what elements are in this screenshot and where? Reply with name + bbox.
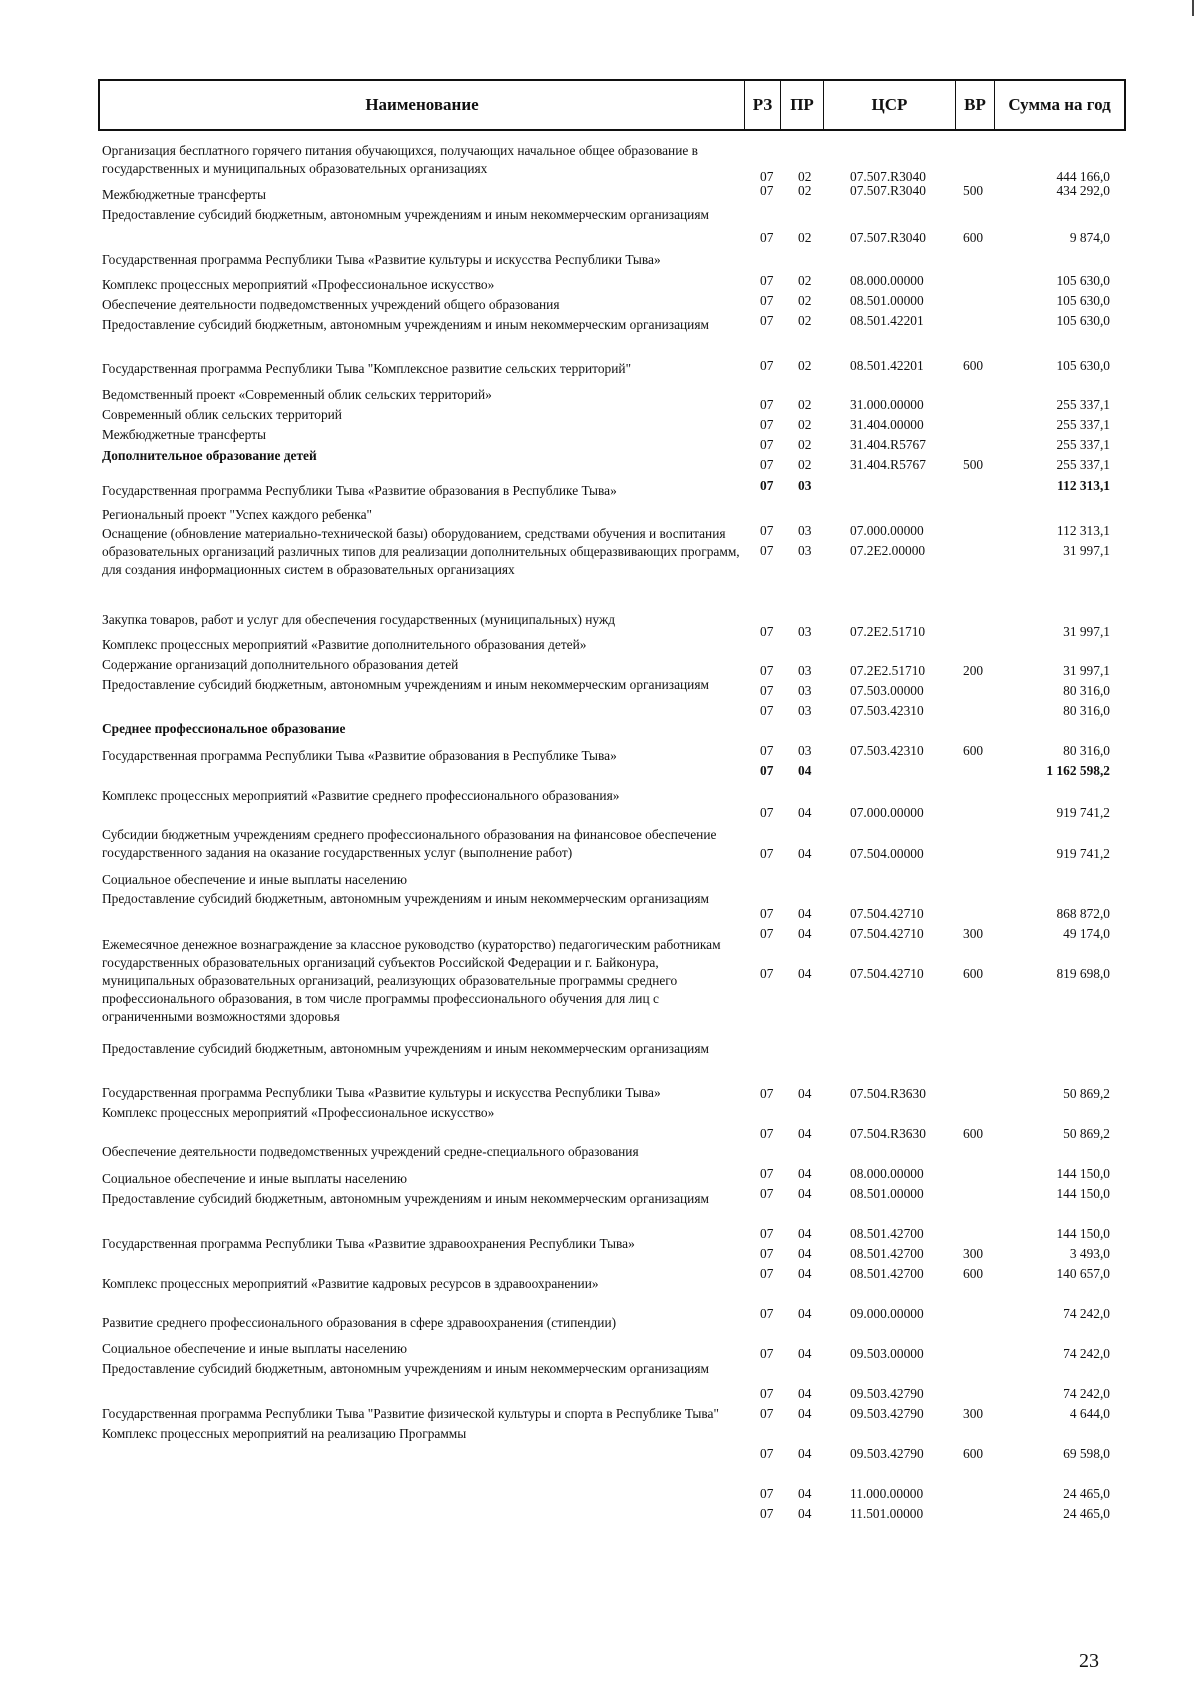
row-rz: 07 bbox=[760, 1506, 774, 1521]
row-pr: 02 bbox=[798, 358, 812, 373]
row-csr: 31.404.R5767 bbox=[850, 457, 926, 472]
row-csr: 09.000.00000 bbox=[850, 1306, 924, 1321]
row-pr: 02 bbox=[798, 313, 812, 328]
row-sum: 144 150,0 bbox=[1056, 1166, 1110, 1181]
row-pr: 02 bbox=[798, 293, 812, 308]
row-sum: 255 337,1 bbox=[1056, 397, 1110, 412]
row-pr: 04 bbox=[798, 1446, 812, 1461]
row-csr: 08.501.00000 bbox=[850, 1186, 924, 1201]
row-pr: 03 bbox=[798, 543, 812, 558]
row-rz: 07 bbox=[760, 846, 774, 861]
row-rz: 07 bbox=[760, 293, 774, 308]
row-csr: 31.404.R5767 bbox=[850, 437, 926, 452]
row-pr: 04 bbox=[798, 1266, 812, 1281]
row-sum: 105 630,0 bbox=[1056, 293, 1110, 308]
row-vr: 300 bbox=[963, 926, 984, 941]
row-pr: 02 bbox=[798, 457, 812, 472]
row-name: Государственная программа Республики Тыва "Развитие физической культуры и спорта в Республике Тыва" bbox=[102, 1406, 719, 1421]
row-name: Социальное обеспечение и иные выплаты населению bbox=[102, 1171, 407, 1186]
row-sum: 74 242,0 bbox=[1063, 1346, 1110, 1361]
row-rz: 07 bbox=[760, 169, 774, 184]
row-pr: 02 bbox=[798, 169, 812, 184]
row-sum: 50 869,2 bbox=[1063, 1086, 1110, 1101]
row-name: Субсидии бюджетным учреждениям среднего профессионального образования на финансовое обеспечение государственного задания на оказание государственных услуг (выполнение работ) bbox=[102, 827, 717, 860]
row-csr: 09.503.00000 bbox=[850, 1346, 924, 1361]
row-name: Комплекс процессных мероприятий на реализацию Программы bbox=[102, 1426, 467, 1441]
row-csr: 08.501.00000 bbox=[850, 293, 924, 308]
row-name: Региональный проект "Успех каждого ребенка" bbox=[102, 507, 373, 522]
row-name: Государственная программа Республики Тыва "Комплексное развитие сельских территорий" bbox=[102, 361, 632, 376]
row-csr: 07.504.42710 bbox=[850, 926, 924, 941]
row-sum: 140 657,0 bbox=[1056, 1266, 1110, 1281]
row-name: Обеспечение деятельности подведомственных учреждений средне-специального образования bbox=[102, 1144, 639, 1159]
row-rz: 07 bbox=[760, 1486, 774, 1501]
row-csr: 07.503.42310 bbox=[850, 703, 924, 718]
row-name: Комплекс процессных мероприятий «Развитие кадровых ресурсов в здравоохранении» bbox=[102, 1276, 599, 1291]
row-name: Развитие среднего профессионального образования в сфере здравоохранения (стипендии) bbox=[102, 1315, 617, 1330]
header-pr: ПР bbox=[781, 81, 824, 129]
row-sum: 50 869,2 bbox=[1063, 1126, 1110, 1141]
row-sum: 24 465,0 bbox=[1063, 1486, 1110, 1501]
row-rz: 07 bbox=[760, 683, 774, 698]
row-rz: 07 bbox=[760, 805, 774, 820]
row-rz: 07 bbox=[760, 183, 774, 198]
row-pr: 04 bbox=[798, 1506, 812, 1521]
row-pr: 04 bbox=[798, 763, 812, 778]
row-sum: 80 316,0 bbox=[1063, 743, 1110, 758]
row-csr: 07.504.42710 bbox=[850, 966, 924, 981]
row-vr: 300 bbox=[963, 1406, 984, 1421]
row-rz: 07 bbox=[760, 273, 774, 288]
row-pr: 04 bbox=[798, 1346, 812, 1361]
row-pr: 04 bbox=[798, 1226, 812, 1241]
row-pr: 04 bbox=[798, 805, 812, 820]
row-rz: 07 bbox=[760, 1166, 774, 1181]
row-sum: 444 166,0 bbox=[1056, 169, 1110, 184]
row-pr: 02 bbox=[798, 397, 812, 412]
row-sum: 434 292,0 bbox=[1056, 183, 1110, 198]
row-sum: 31 997,1 bbox=[1063, 543, 1110, 558]
row-name: Комплекс процессных мероприятий «Развитие среднего профессионального образования» bbox=[102, 788, 620, 803]
row-rz: 07 bbox=[760, 743, 774, 758]
row-csr: 07.503.42310 bbox=[850, 743, 924, 758]
row-csr: 07.000.00000 bbox=[850, 523, 924, 538]
row-name: Предоставление субсидий бюджетным, автономным учреждениям и иным некоммерческим организациям bbox=[102, 1191, 709, 1206]
row-csr: 08.501.42700 bbox=[850, 1266, 924, 1281]
row-pr: 02 bbox=[798, 417, 812, 432]
row-name: Предоставление субсидий бюджетным, автономным учреждениям и иным некоммерческим организациям bbox=[102, 1361, 709, 1376]
row-pr: 03 bbox=[798, 683, 812, 698]
row-sum: 255 337,1 bbox=[1056, 457, 1110, 472]
row-vr: 600 bbox=[963, 966, 984, 981]
row-csr: 07.000.00000 bbox=[850, 805, 924, 820]
row-csr: 07.504.R3630 bbox=[850, 1086, 926, 1101]
row-csr: 11.000.00000 bbox=[850, 1486, 924, 1501]
row-sum: 49 174,0 bbox=[1063, 926, 1110, 941]
row-sum: 80 316,0 bbox=[1063, 683, 1110, 698]
row-csr: 07.504.00000 bbox=[850, 846, 924, 861]
row-csr: 08.501.42700 bbox=[850, 1246, 924, 1261]
row-vr: 600 bbox=[963, 743, 984, 758]
row-pr: 03 bbox=[798, 703, 812, 718]
row-pr: 03 bbox=[798, 624, 812, 639]
row-name: Ведомственный проект «Современный облик сельских территорий» bbox=[102, 387, 492, 402]
row-vr: 600 bbox=[963, 230, 984, 245]
row-name: Обеспечение деятельности подведомственных учреждений общего образования bbox=[102, 297, 560, 312]
row-csr: 07.504.R3630 bbox=[850, 1126, 926, 1141]
row-csr: 08.000.00000 bbox=[850, 273, 924, 288]
row-rz: 07 bbox=[760, 1306, 774, 1321]
row-sum: 919 741,2 bbox=[1056, 846, 1110, 861]
row-sum: 868 872,0 bbox=[1056, 906, 1110, 921]
row-sum: 144 150,0 bbox=[1056, 1186, 1110, 1201]
row-csr: 07.507.R3040 bbox=[850, 230, 926, 245]
row-pr: 04 bbox=[798, 1306, 812, 1321]
row-sum: 4 644,0 bbox=[1069, 1406, 1110, 1421]
row-sum: 112 313,1 bbox=[1057, 478, 1110, 493]
row-pr: 03 bbox=[798, 743, 812, 758]
row-name: Предоставление субсидий бюджетным, автономным учреждениям и иным некоммерческим организациям bbox=[102, 1041, 709, 1056]
row-name: Предоставление субсидий бюджетным, автономным учреждениям и иным некоммерческим организациям bbox=[102, 317, 709, 332]
row-sum: 74 242,0 bbox=[1063, 1386, 1110, 1401]
row-csr: 09.503.42790 bbox=[850, 1406, 924, 1421]
row-pr: 04 bbox=[798, 1126, 812, 1141]
row-pr: 04 bbox=[798, 1166, 812, 1181]
row-rz: 07 bbox=[760, 763, 774, 778]
row-rz: 07 bbox=[760, 313, 774, 328]
row-sum: 105 630,0 bbox=[1056, 273, 1110, 288]
row-pr: 02 bbox=[798, 437, 812, 452]
row-sum: 144 150,0 bbox=[1056, 1226, 1110, 1241]
row-pr: 04 bbox=[798, 926, 812, 941]
row-vr: 600 bbox=[963, 1126, 984, 1141]
row-sum: 9 874,0 bbox=[1069, 230, 1110, 245]
row-rz: 07 bbox=[760, 703, 774, 718]
row-sum: 3 493,0 bbox=[1069, 1246, 1110, 1261]
row-csr: 08.000.00000 bbox=[850, 1166, 924, 1181]
row-pr: 03 bbox=[798, 663, 812, 678]
row-csr: 08.501.42201 bbox=[850, 313, 924, 328]
row-name: Организация бесплатного горячего питания обучающихся, получающих начальное общее образование в государственных и муниципальных образовательных организациях bbox=[102, 143, 698, 176]
row-vr: 600 bbox=[963, 1446, 984, 1461]
row-vr: 300 bbox=[963, 1246, 984, 1261]
row-pr: 04 bbox=[798, 1186, 812, 1201]
row-name: Государственная программа Республики Тыва «Развитие образования в Республике Тыва» bbox=[102, 748, 617, 763]
header-name: Наименование bbox=[100, 81, 745, 129]
row-sum: 1 162 598,2 bbox=[1046, 763, 1110, 778]
row-rz: 07 bbox=[760, 457, 774, 472]
row-rz: 07 bbox=[760, 437, 774, 452]
row-name: Комплекс процессных мероприятий «Профессиональное искусство» bbox=[102, 277, 495, 292]
row-rz: 07 bbox=[760, 1386, 774, 1401]
header-rz: РЗ bbox=[745, 81, 781, 129]
row-rz: 07 bbox=[760, 397, 774, 412]
row-sum: 24 465,0 bbox=[1063, 1506, 1110, 1521]
row-sum: 74 242,0 bbox=[1063, 1306, 1110, 1321]
row-name: Предоставление субсидий бюджетным, автономным учреждениям и иным некоммерческим организациям bbox=[102, 207, 709, 222]
row-rz: 07 bbox=[760, 1086, 774, 1101]
row-csr: 07.2E2.51710 bbox=[850, 624, 926, 639]
row-name: Предоставление субсидий бюджетным, автономным учреждениям и иным некоммерческим организациям bbox=[102, 677, 709, 692]
row-sum: 31 997,1 bbox=[1063, 624, 1110, 639]
row-rz: 07 bbox=[760, 1126, 774, 1141]
row-pr: 03 bbox=[798, 478, 812, 493]
row-vr: 600 bbox=[963, 358, 984, 373]
row-pr: 02 bbox=[798, 273, 812, 288]
row-name: Дополнительное образование детей bbox=[102, 448, 317, 463]
row-sum: 105 630,0 bbox=[1056, 358, 1110, 373]
header-vr: ВР bbox=[956, 81, 995, 129]
row-sum: 255 337,1 bbox=[1056, 417, 1110, 432]
row-rz: 07 bbox=[760, 230, 774, 245]
row-name: Государственная программа Республики Тыва «Развитие культуры и искусства Республики Тыва» bbox=[102, 1085, 661, 1100]
row-vr: 600 bbox=[963, 1266, 984, 1281]
row-sum: 919 741,2 bbox=[1056, 805, 1110, 820]
row-rz: 07 bbox=[760, 478, 774, 493]
row-csr: 07.2E2.51710 bbox=[850, 663, 926, 678]
header-csr: ЦСР bbox=[824, 81, 956, 129]
row-name: Содержание организаций дополнительного образования детей bbox=[102, 657, 459, 672]
row-rz: 07 bbox=[760, 358, 774, 373]
row-csr: 31.404.00000 bbox=[850, 417, 924, 432]
row-rz: 07 bbox=[760, 906, 774, 921]
row-pr: 04 bbox=[798, 1386, 812, 1401]
row-pr: 04 bbox=[798, 966, 812, 981]
row-csr: 08.501.42700 bbox=[850, 1226, 924, 1241]
row-pr: 04 bbox=[798, 1406, 812, 1421]
row-sum: 112 313,1 bbox=[1056, 523, 1110, 538]
row-name: Оснащение (обновление материально-технической базы) оборудованием, средствами обучения и воспитания образовательных организаций различных типов для реализации дополнительных общеразвивающих программ, для создания информационных систем в образовательных организациях bbox=[102, 526, 740, 577]
row-sum: 819 698,0 bbox=[1056, 966, 1110, 981]
row-name: Государственная программа Республики Тыва «Развитие культуры и искусства Республики Тыва» bbox=[102, 252, 661, 267]
row-rz: 07 bbox=[760, 543, 774, 558]
row-rz: 07 bbox=[760, 1246, 774, 1261]
row-pr: 04 bbox=[798, 1486, 812, 1501]
row-rz: 07 bbox=[760, 966, 774, 981]
row-name: Социальное обеспечение и иные выплаты населению bbox=[102, 1341, 407, 1356]
row-name: Среднее профессиональное образование bbox=[102, 721, 346, 736]
row-rz: 07 bbox=[760, 624, 774, 639]
row-vr: 500 bbox=[963, 183, 984, 198]
row-csr: 11.501.00000 bbox=[850, 1506, 924, 1521]
row-rz: 07 bbox=[760, 663, 774, 678]
row-name: Государственная программа Республики Тыва «Развитие здравоохранения Республики Тыва» bbox=[102, 1236, 635, 1251]
row-pr: 03 bbox=[798, 523, 812, 538]
row-sum: 255 337,1 bbox=[1056, 437, 1110, 452]
row-name: Закупка товаров, работ и услуг для обеспечения государственных (муниципальных) нужд bbox=[102, 612, 616, 627]
row-rz: 07 bbox=[760, 1186, 774, 1201]
row-rz: 07 bbox=[760, 523, 774, 538]
row-pr: 04 bbox=[798, 1246, 812, 1261]
row-csr: 08.501.42201 bbox=[850, 358, 924, 373]
row-name: Комплекс процессных мероприятий «Развитие дополнительного образования детей» bbox=[102, 637, 587, 652]
row-csr: 07.503.00000 bbox=[850, 683, 924, 698]
row-rz: 07 bbox=[760, 926, 774, 941]
row-name: Предоставление субсидий бюджетным, автономным учреждениям и иным некоммерческим организациям bbox=[102, 891, 709, 906]
row-csr: 07.507.R3040 bbox=[850, 169, 926, 184]
row-sum: 80 316,0 bbox=[1063, 703, 1110, 718]
row-name: Межбюджетные трансферты bbox=[102, 427, 266, 442]
row-rz: 07 bbox=[760, 417, 774, 432]
row-csr: 07.2E2.00000 bbox=[850, 543, 926, 558]
row-rz: 07 bbox=[760, 1406, 774, 1421]
row-name: Межбюджетные трансферты bbox=[102, 187, 266, 202]
row-csr: 31.000.00000 bbox=[850, 397, 924, 412]
row-sum: 31 997,1 bbox=[1063, 663, 1110, 678]
header-sum: Сумма на год bbox=[1008, 95, 1111, 114]
row-rz: 07 bbox=[760, 1446, 774, 1461]
row-pr: 04 bbox=[798, 906, 812, 921]
row-csr: 09.503.42790 bbox=[850, 1446, 924, 1461]
row-rz: 07 bbox=[760, 1346, 774, 1361]
page-number: 23 bbox=[1079, 1650, 1099, 1672]
row-vr: 500 bbox=[963, 457, 984, 472]
row-sum: 105 630,0 bbox=[1056, 313, 1110, 328]
row-name: Социальное обеспечение и иные выплаты населению bbox=[102, 872, 407, 887]
row-rz: 07 bbox=[760, 1226, 774, 1241]
row-pr: 02 bbox=[798, 230, 812, 245]
row-sum: 69 598,0 bbox=[1063, 1446, 1110, 1461]
row-name: Комплекс процессных мероприятий «Профессиональное искусство» bbox=[102, 1105, 495, 1120]
row-csr: 07.507.R3040 bbox=[850, 183, 926, 198]
row-pr: 02 bbox=[798, 183, 812, 198]
row-rz: 07 bbox=[760, 1266, 774, 1281]
row-vr: 200 bbox=[963, 663, 984, 678]
row-name: Ежемесячное денежное вознаграждение за классное руководство (кураторство) педагогическим работникам государственных образовательных организаций субъектов Российской Федерации и г. Байконура, муниципальных образовательных организаций, реализующих образовательные программы среднего профессионального образования, в том числе программы профессионального обучения для лиц с ограниченными возможностями здоровья bbox=[102, 937, 721, 1024]
row-pr: 04 bbox=[798, 846, 812, 861]
row-name: Современный облик сельских территорий bbox=[102, 407, 342, 422]
row-csr: 07.504.42710 bbox=[850, 906, 924, 921]
row-csr: 09.503.42790 bbox=[850, 1386, 924, 1401]
row-name: Государственная программа Республики Тыва «Развитие образования в Республике Тыва» bbox=[102, 483, 617, 498]
row-pr: 04 bbox=[798, 1086, 812, 1101]
